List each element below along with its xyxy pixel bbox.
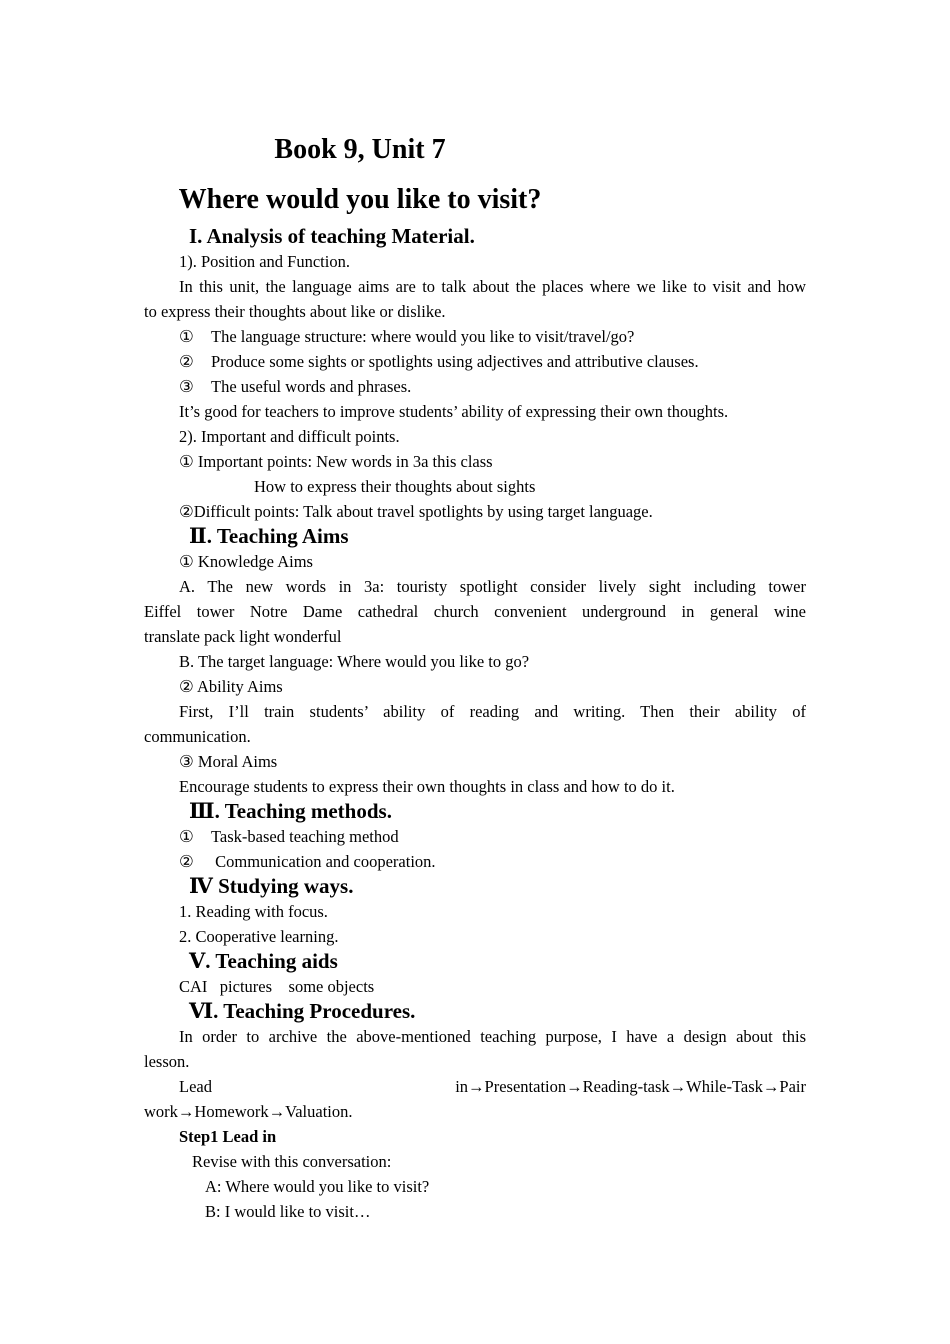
paragraph: It’s good for teachers to improve students’ ability of expressing their own thoughts. [179,402,729,421]
procedure-flow [144,1074,806,1099]
list-number: ② [179,352,194,371]
paragraph: work→Homework→Valuation. [144,1102,353,1121]
section-heading-aids: Ⅴ. Teaching aids [189,949,338,973]
document-title: Book 9, Unit 7 [274,134,446,165]
list-item [144,349,806,374]
paragraph: Eiffel tower Notre Dame cathedral church convenient underground in general wine [144,602,806,621]
dialogue-line: A: Where would you like to visit? [205,1177,430,1196]
paragraph: 2. Cooperative learning. [179,927,339,946]
section-heading-procedures: Ⅵ. Teaching Procedures. [189,999,416,1023]
paragraph: A. The new words in 3a: touristy spotlight consider lively sight including tower [179,577,806,596]
paragraph: ① Important points: New words in 3a this class [179,452,493,471]
paragraph: ② Ability Aims [179,677,283,696]
list-text: Produce some sights or spotlights using adjectives and attributive clauses. [211,352,699,371]
paragraph: How to express their thoughts about sights [254,477,536,496]
list-text: The language structure: where would you like to visit/travel/go? [211,327,635,346]
list-item [144,374,806,399]
paragraph: Encourage students to express their own thoughts in class and how to do it. [179,777,675,796]
list-number: ① [179,327,194,346]
list-item [144,849,806,874]
paragraph: 1. Reading with focus. [179,902,328,921]
list-number: ② [179,852,194,871]
section-heading-aims: Ⅱ. Teaching Aims [189,524,349,548]
document-body [144,224,806,1224]
paragraph: translate pack light wonderful [144,627,342,646]
list-item [144,824,806,849]
document-subtitle: Where would you like to visit? [178,184,542,215]
paragraph: ②Difficult points: Talk about travel spotlights by using target language. [179,502,653,521]
list-text: Task-based teaching method [211,827,399,846]
dialogue-line: B: I would like to visit… [205,1202,371,1221]
section-heading-analysis: I. Analysis of teaching Material. [189,224,475,248]
paragraph: First, I’ll train students’ ability of reading and writing. Then their ability of [179,702,806,721]
list-item [144,324,806,349]
section-heading-methods: Ⅲ. Teaching methods. [189,799,392,823]
paragraph: ③ Moral Aims [179,752,278,771]
paragraph: 1). Position and Function. [179,252,350,271]
list-number: ① [179,827,194,846]
procedure-flow-left: Lead [179,1077,212,1096]
paragraph: to express their thoughts about like or dislike. [144,302,446,321]
paragraph: ① Knowledge Aims [179,552,313,571]
paragraph: 2). Important and difficult points. [179,427,400,446]
list-text: The useful words and phrases. [211,377,412,396]
paragraph: Revise with this conversation: [192,1152,392,1171]
paragraph: communication. [144,727,251,746]
step-heading: Step1 Lead in [179,1127,277,1146]
paragraph: lesson. [144,1052,190,1071]
paragraph: CAI pictures some objects [179,977,375,996]
list-number: ③ [179,377,194,396]
section-heading-studying: Ⅳ Studying ways. [189,874,354,898]
paragraph: In this unit, the language aims are to talk about the places where we like to visit and how [179,277,806,296]
paragraph: B. The target language: Where would you like to go? [179,652,530,671]
paragraph: In order to archive the above-mentioned teaching purpose, I have a design about this [179,1027,806,1046]
procedure-flow-right: in→Presentation→Reading-task→While-Task→Pair [455,1077,806,1096]
list-text: Communication and cooperation. [211,852,436,871]
